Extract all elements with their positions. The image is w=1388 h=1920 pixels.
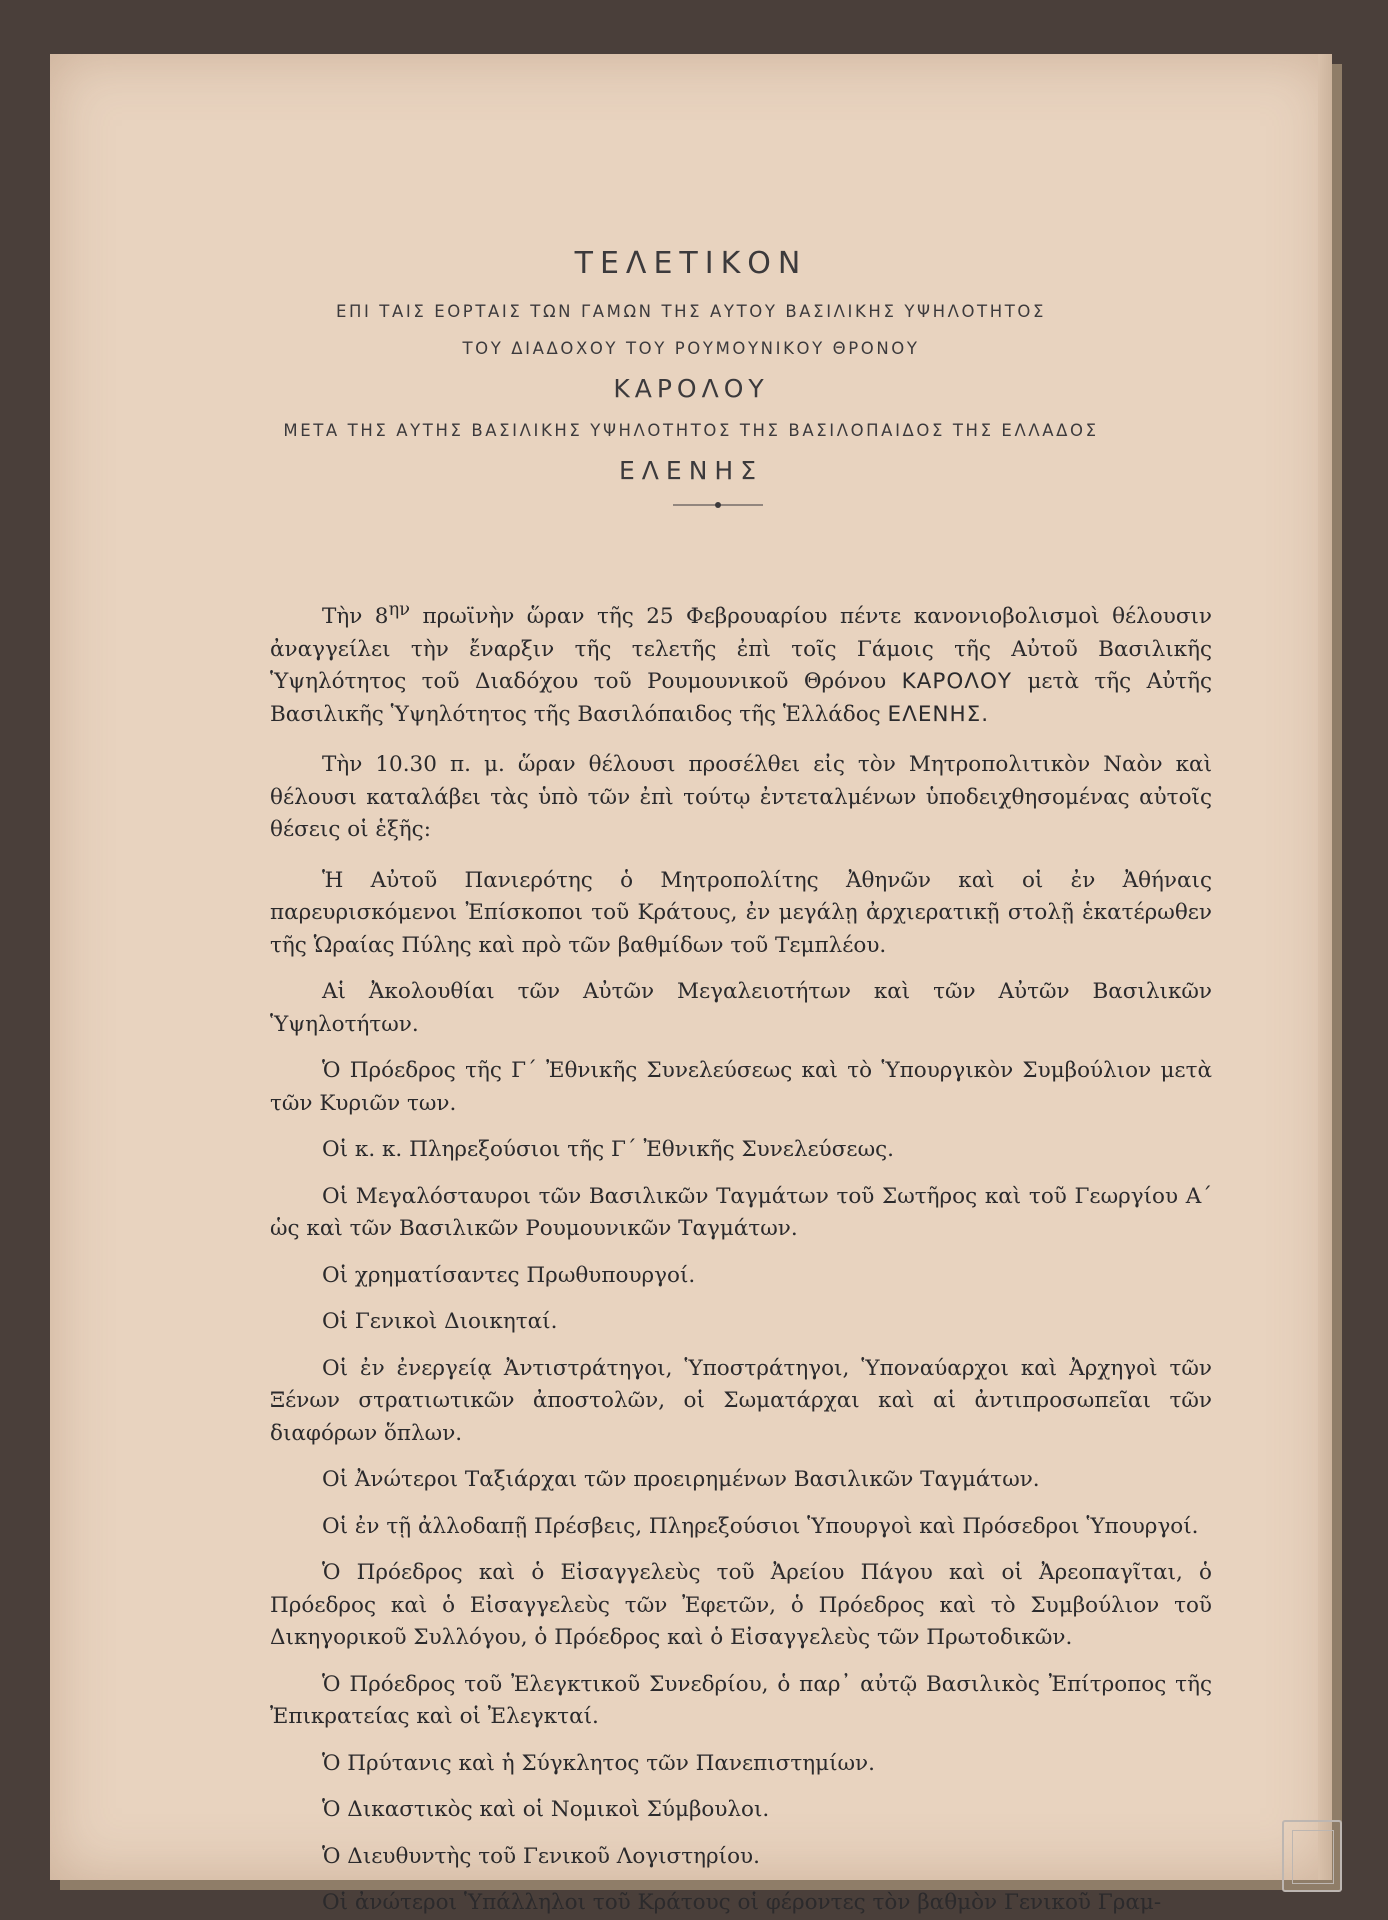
document-title: ΤΕΛΕΤΙΚΟΝ: [574, 246, 808, 281]
page-edge: [1318, 54, 1332, 1880]
archive-seal-watermark: [1282, 1820, 1342, 1892]
subtitle-line-1: ΕΠΙ ΤΑΙΣ ΕΟΡΤΑΙΣ ΤΩΝ ΓΑΜΩΝ ΤΗΣ ΑΥΤΟΥ ΒΑΣΙΛΙΚΗΣ ΥΨΗΛΟΤΗΤΟΣ: [335, 302, 1047, 321]
para1-groom-name: ΚΑΡΟΛΟΥ: [901, 669, 1013, 695]
list-item: Ὁ Πρύτανις καὶ ἡ Σύγκλητος τῶν Πανεπιστημίων.: [322, 1750, 875, 1776]
para1-part-b: πρωϊνὴν ὥραν τῆς 25 Φεβρουαρίου πέντε κανονιοβολισμοὶ θέλουσιν ἀναγγείλει τὴν ἔναρξιν τῆς τελετῆς ἐπὶ τοῖς Γάμοις τῆς Αὐτοῦ Βασιλικῆς Ὑψηλότητος τοῦ Διαδόχου τοῦ Ρουμουνικοῦ Θρόνου: [270, 604, 1212, 695]
para1-superscript: ην: [388, 599, 411, 620]
list-item: Αἱ Ἀκολουθίαι τῶν Αὐτῶν Μεγαλειοτήτων καὶ τῶν Αὐτῶν Βασιλικῶν Ὑψηλοτήτων.: [270, 979, 1212, 1037]
list-item: Ὁ Πρόεδρος καὶ ὁ Εἰσαγγελεὺς τοῦ Ἀρείου Πάγου καὶ οἱ Ἀρεοπαγῖται, ὁ Πρόεδρος καὶ ὁ Εἰσαγγελεὺς τῶν Ἐφετῶν, ὁ Πρόεδρος καὶ τὸ Συμβούλιον τοῦ Δικηγορικοῦ Συλλόγου, ὁ Πρόεδρος καὶ ὁ Εἰσαγγελεὺς τῶν Πρωτοδικῶν.: [270, 1560, 1212, 1651]
list-item: Οἱ ἐν τῇ ἀλλοδαπῇ Πρέσβεις, Πληρεξούσιοι Ὑπουργοὶ καὶ Πρόσεδροι Ὑπουργοί.: [322, 1513, 1199, 1539]
list-item: Οἱ Γενικοὶ Διοικηταί.: [322, 1309, 558, 1335]
bride-name: ΕΛΕΝΗΣ: [619, 456, 763, 485]
list-item: Οἱ χρηματίσαντες Πρωθυπουργοί.: [322, 1262, 696, 1288]
archive-seal-inner: [1292, 1830, 1334, 1884]
list-item: Ὁ Πρόεδρος τοῦ Ἐλεγκτικοῦ Συνεδρίου, ὁ παρ᾽ αὐτῷ Βασιλικὸς Ἐπίτροπος τῆς Ἐπικρατείας καὶ οἱ Ἐλεγκταί.: [270, 1671, 1212, 1730]
list-item: Ὁ Διευθυντὴς τοῦ Γενικοῦ Λογιστηρίου.: [322, 1843, 760, 1869]
para1-part-c: μετὰ τῆς Αὐτῆς Βασιλικῆς Ὑψηλότητος τῆς Βασιλόπαιδος τῆς Ἑλλάδος: [270, 669, 1212, 727]
groom-name: ΚΑΡΟΛΟΥ: [613, 374, 769, 403]
list-item: Ὁ Δικαστικὸς καὶ οἱ Νομικοὶ Σύμβουλοι.: [322, 1797, 770, 1823]
document-page: [50, 54, 1332, 1916]
list-item: Οἱ Ἀνώτεροι Ταξιάρχαι τῶν προειρημένων Βασιλικῶν Ταγμάτων.: [322, 1467, 1040, 1493]
list-item: Ἡ Αὐτοῦ Πανιερότης ὁ Μητροπολίτης Ἀθηνῶν καὶ οἱ ἐν Ἀθήναις παρευρισκόμενοι Ἐπίσκοποι τοῦ Κράτους, ἐν μεγάλῃ ἀρχιερατικῇ στολῇ ἑκατέρωθεν τῆς Ὡραίας Πύλης καὶ πρὸ τῶν βαθμίδων τοῦ Τεμπλέου.: [270, 867, 1212, 958]
body-text: [270, 594, 1212, 1920]
para1-bride-name: ΕΛΕΝΗΣ.: [887, 701, 990, 727]
para1-part-a: Τὴν 8: [322, 604, 389, 630]
list-item: Οἱ ἀνώτεροι Ὑπάλληλοι τοῦ Κράτους οἱ φέροντες τὸν βαθμὸν Γενικοῦ Γραμ-: [322, 1890, 1162, 1916]
ornament-divider: [673, 500, 763, 510]
subtitle-line-3: ΜΕΤΑ ΤΗΣ ΑΥΤΗΣ ΒΑΣΙΛΙΚΗΣ ΥΨΗΛΟΤΗΤΟΣ ΤΗΣ ΒΑΣΙΛΟΠΑΙΔΟΣ ΤΗΣ ΕΛΛΑΔΟΣ: [283, 421, 1099, 440]
paragraph-time: Τὴν 10.30 π. μ. ὥραν θέλουσι προσέλθει εἰς τὸν Μητροπολιτικὸν Ναὸν καὶ θέλουσι καταλάβει τὰς ὑπὸ τῶν ἐπὶ τούτῳ ἐντεταλμένων ὑποδειχθησομένας αὐτοῖς θέσεις οἱ ἑξῆς:: [270, 752, 1212, 843]
list-item: Οἱ ἐν ἐνεργείᾳ Ἀντιστράτηγοι, Ὑποστράτηγοι, Ὑποναύαρχοι καὶ Ἀρχηγοὶ τῶν Ξένων στρατιωτικῶν ἀποστολῶν, οἱ Σωματάρχαι καὶ αἱ ἀντιπροσωπεῖαι τῶν διαφόρων ὅπλων.: [270, 1355, 1212, 1446]
list-item: Ὁ Πρόεδρος τῆς Γ´ Ἐθνικῆς Συνελεύσεως καὶ τὸ Ὑπουργικὸν Συμβούλιον μετὰ τῶν Κυριῶν των.: [270, 1058, 1212, 1116]
list-item: Οἱ Μεγαλόσταυροι τῶν Βασιλικῶν Ταγμάτων τοῦ Σωτῆρος καὶ τοῦ Γεωργίου Α´ ὡς καὶ τῶν Βασιλικῶν Ρουμουνικῶν Ταγμάτων.: [270, 1183, 1212, 1242]
list-item: Οἱ κ. κ. Πληρεξούσιοι τῆς Γ´ Ἐθνικῆς Συνελεύσεως.: [322, 1137, 894, 1163]
subtitle-line-2: ΤΟΥ ΔΙΑΔΟΧΟΥ ΤΟΥ ΡΟΥΜΟΥΝΙΚΟΥ ΘΡΟΝΟΥ: [462, 339, 920, 358]
paragraph-opening: [270, 594, 1212, 731]
